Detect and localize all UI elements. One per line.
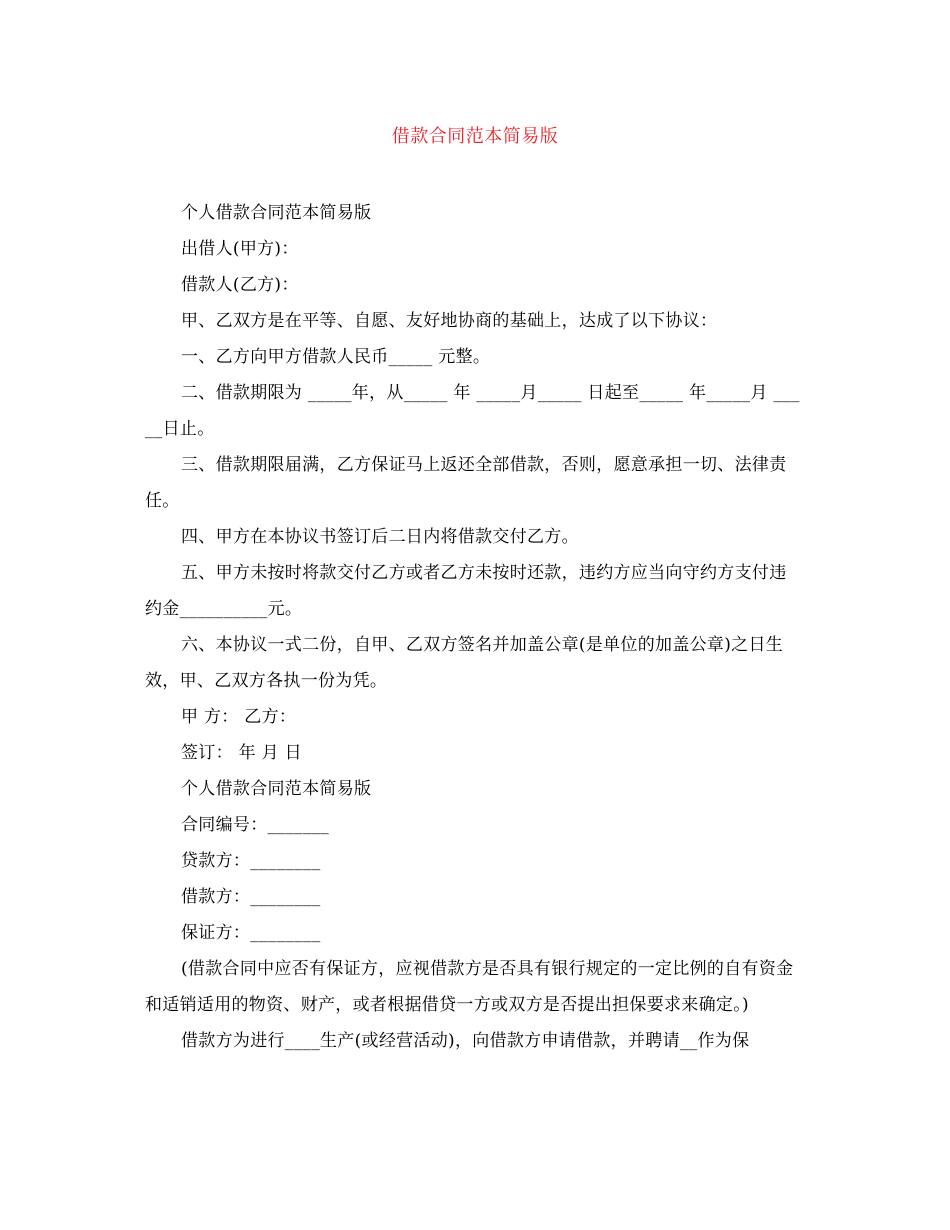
paragraph-guarantor: 保证方：________ (181, 923, 321, 943)
paragraph-borrower: 借款人(乙方)： (181, 275, 299, 295)
document-title: 借款合同范本简易版 (391, 126, 559, 147)
paragraph-clause-5: 五、甲方未按时将款交付乙方或者乙方未按时还款，违约方应当向守约方支付违约金__________元。 (145, 563, 787, 619)
document-body (145, 195, 803, 1059)
paragraph-guarantor-note: (借款合同中应否有保证方，应视借款方是否具有银行规定的一定比例的自有资金和适销适用的物资、财产，或者根据借贷一方或双方是否提出担保要求来确定。) (145, 959, 794, 1015)
paragraph-signatories: 甲 方： 乙方： (181, 707, 297, 727)
paragraph-sign-date: 签订： 年 月 日 (181, 743, 302, 763)
paragraph-heading-2: 个人借款合同范本简易版 (181, 779, 372, 799)
paragraph-lender: 出借人(甲方)： (181, 239, 299, 259)
paragraph-lending-party: 贷款方：________ (181, 851, 321, 871)
paragraph-agreement-intro: 甲、乙双方是在平等、自愿、友好地协商的基础上，达成了以下协议： (181, 311, 718, 331)
paragraph-heading: 个人借款合同范本简易版 (181, 203, 372, 223)
paragraph-clause-4: 四、甲方在本协议书签订后二日内将借款交付乙方。 (181, 527, 579, 547)
paragraph-clause-6: 六、本协议一式二份，自甲、乙双方签名并加盖公章(是单位的加盖公章)之日生效，甲、乙双方各执一份为凭。 (145, 635, 784, 691)
paragraph-clause-2: 二、借款期限为 _____年，从_____ 年 _____月_____ 日起至_____ 年_____月 _____日止。 (145, 383, 800, 439)
paragraph-purpose: 借款方为进行____生产(或经营活动)，向借款方申请借款，并聘请__作为保 (181, 1031, 750, 1051)
paragraph-clause-3: 三、借款期限届满，乙方保证马上返还全部借款，否则，愿意承担一切、法律责任。 (145, 455, 787, 511)
paragraph-clause-1: 一、乙方向甲方借款人民币_____ 元整。 (181, 347, 491, 367)
paragraph-borrowing-party: 借款方：________ (181, 887, 321, 907)
paragraph-contract-number: 合同编号：_______ (181, 815, 330, 835)
